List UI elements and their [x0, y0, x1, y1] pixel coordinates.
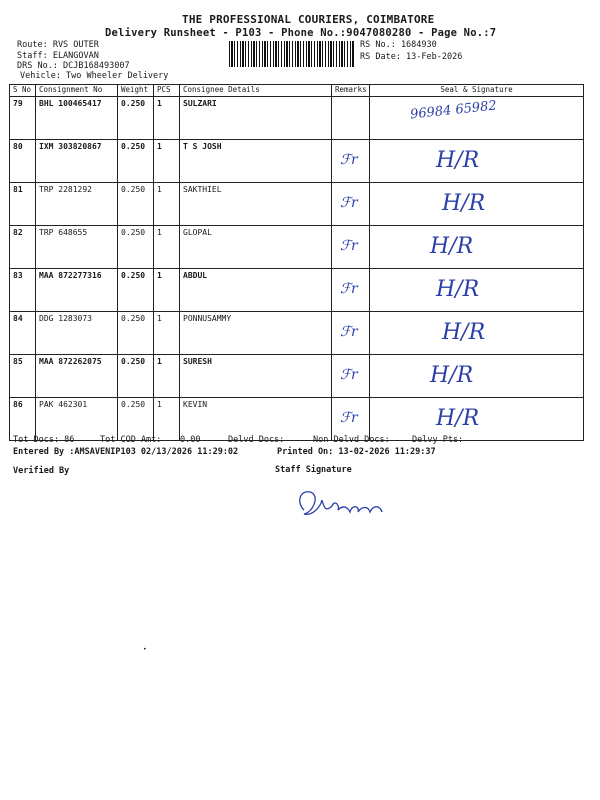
cell-pcs: 1	[154, 269, 180, 312]
cell-remarks	[332, 97, 370, 140]
cell-weight: 0.250	[118, 398, 154, 441]
cell-remarks	[332, 183, 370, 226]
cell-sno: 85	[10, 355, 36, 398]
cell-signature	[370, 269, 584, 312]
remark-initials: ℱr	[340, 281, 358, 297]
cell-sno: 86	[10, 398, 36, 441]
cell-signature	[370, 140, 584, 183]
table-row	[10, 312, 584, 355]
staff-label: Staff: ELANGOVAN	[17, 51, 99, 61]
cell-weight: 0.250	[118, 97, 154, 140]
handwritten-phone: 96984 65982	[409, 98, 498, 123]
col-header: PCS	[154, 85, 180, 97]
runsheet-table	[9, 84, 584, 441]
handwritten-hr: H/R	[436, 148, 480, 173]
table-row	[10, 97, 584, 140]
remark-initials: ℱr	[340, 367, 358, 383]
cell-remarks	[332, 269, 370, 312]
cell-consignment: PAK 462301	[36, 398, 118, 441]
cell-weight: 0.250	[118, 355, 154, 398]
table-row	[10, 183, 584, 226]
cell-consignee: T S JOSH	[180, 140, 332, 183]
table-row	[10, 269, 584, 312]
cell-consignee: ABDUL	[180, 269, 332, 312]
handwritten-hr: H/R	[442, 191, 486, 216]
delivery-points: Delvy Pts:	[412, 435, 464, 445]
cell-weight: 0.250	[118, 226, 154, 269]
total-cod-value: 0.00	[180, 435, 201, 445]
cell-signature	[370, 398, 584, 441]
handwritten-hr: H/R	[436, 277, 480, 302]
printed-on: Printed On: 13-02-2026 11:29:37	[277, 447, 436, 457]
cell-weight: 0.250	[118, 140, 154, 183]
remark-initials: ℱr	[340, 324, 358, 340]
cell-pcs: 1	[154, 312, 180, 355]
cell-weight: 0.250	[118, 183, 154, 226]
cell-sno: 80	[10, 140, 36, 183]
rs-date: RS Date: 13-Feb-2026	[360, 52, 463, 62]
route-label: Route: RVS OUTER	[17, 40, 99, 50]
cell-consignment: BHL 100465417	[36, 97, 118, 140]
cell-signature	[370, 355, 584, 398]
cell-signature	[370, 97, 584, 140]
cell-consignment: MAA 872262075	[36, 355, 118, 398]
cell-pcs: 1	[154, 226, 180, 269]
cell-pcs: 1	[154, 140, 180, 183]
barcode	[229, 41, 355, 67]
cell-signature	[370, 183, 584, 226]
col-header: S No	[10, 85, 36, 97]
cell-consignment: TRP 648655	[36, 226, 118, 269]
cell-consignee: PONNUSAMMY	[180, 312, 332, 355]
col-header: Seal & Signature	[370, 85, 584, 97]
cell-sno: 84	[10, 312, 36, 355]
delivered-docs: Delvd Docs:	[228, 435, 285, 445]
col-header: Weight	[118, 85, 154, 97]
cell-consignment: DDG 1283073	[36, 312, 118, 355]
runsheet-subtitle: Delivery Runsheet - P103 - Phone No.:9047080280 - Page No.:7	[105, 27, 497, 39]
total-cod-label: Tot COD Amt:	[100, 435, 162, 445]
cell-remarks	[332, 312, 370, 355]
cell-sno: 79	[10, 97, 36, 140]
remark-initials: ℱr	[340, 195, 358, 211]
staff-signature-label: Staff Signature	[275, 465, 352, 475]
vehicle-label: Vehicle: Two Wheeler Delivery	[20, 71, 169, 81]
cell-consignee: SAKTHIEL	[180, 183, 332, 226]
rs-number: RS No.: 1684930	[360, 40, 437, 50]
cell-pcs: 1	[154, 97, 180, 140]
handwritten-hr: H/R	[436, 406, 480, 431]
cell-consignee: SULZARI	[180, 97, 332, 140]
handwritten-hr: H/R	[430, 363, 474, 388]
cell-consignee: SURESH	[180, 355, 332, 398]
cell-sno: 83	[10, 269, 36, 312]
col-header: Consignee Details	[180, 85, 332, 97]
verified-by-label: Verified By	[13, 466, 70, 476]
total-docs: Tot Docs: 86	[13, 435, 75, 445]
table-row	[10, 140, 584, 183]
stray-mark: •	[143, 646, 147, 653]
cell-consignment: MAA 872277316	[36, 269, 118, 312]
table-row	[10, 226, 584, 269]
cell-weight: 0.250	[118, 312, 154, 355]
cell-pcs: 1	[154, 183, 180, 226]
cell-consignment: IXM 303820867	[36, 140, 118, 183]
cell-pcs: 1	[154, 398, 180, 441]
table-row	[10, 398, 584, 441]
cell-consignee: GLOPAL	[180, 226, 332, 269]
table-row	[10, 355, 584, 398]
staff-signature-scribble	[290, 482, 400, 526]
cell-weight: 0.250	[118, 269, 154, 312]
cell-remarks	[332, 140, 370, 183]
col-header: Remarks	[332, 85, 370, 97]
drs-number: DRS No.: DCJB168493007	[17, 61, 130, 71]
cell-sno: 81	[10, 183, 36, 226]
company-title: THE PROFESSIONAL COURIERS, COIMBATORE	[182, 13, 435, 26]
cell-pcs: 1	[154, 355, 180, 398]
cell-signature	[370, 312, 584, 355]
entered-by: Entered By :AMSAVENIP103 02/13/2026 11:29:02	[13, 447, 239, 457]
cell-remarks	[332, 355, 370, 398]
col-header: Consignment No	[36, 85, 118, 97]
remark-initials: ℱr	[340, 238, 358, 254]
cell-signature	[370, 226, 584, 269]
handwritten-hr: H/R	[430, 234, 474, 259]
handwritten-hr: H/R	[442, 320, 486, 345]
non-delivered-docs: Non Delvd Docs:	[313, 435, 390, 445]
cell-remarks	[332, 226, 370, 269]
table-header-row	[10, 85, 584, 97]
cell-consignment: TRP 2281292	[36, 183, 118, 226]
cell-consignee: KEVIN	[180, 398, 332, 441]
remark-initials: ℱr	[340, 410, 358, 426]
remark-initials: ℱr	[340, 152, 358, 168]
cell-sno: 82	[10, 226, 36, 269]
